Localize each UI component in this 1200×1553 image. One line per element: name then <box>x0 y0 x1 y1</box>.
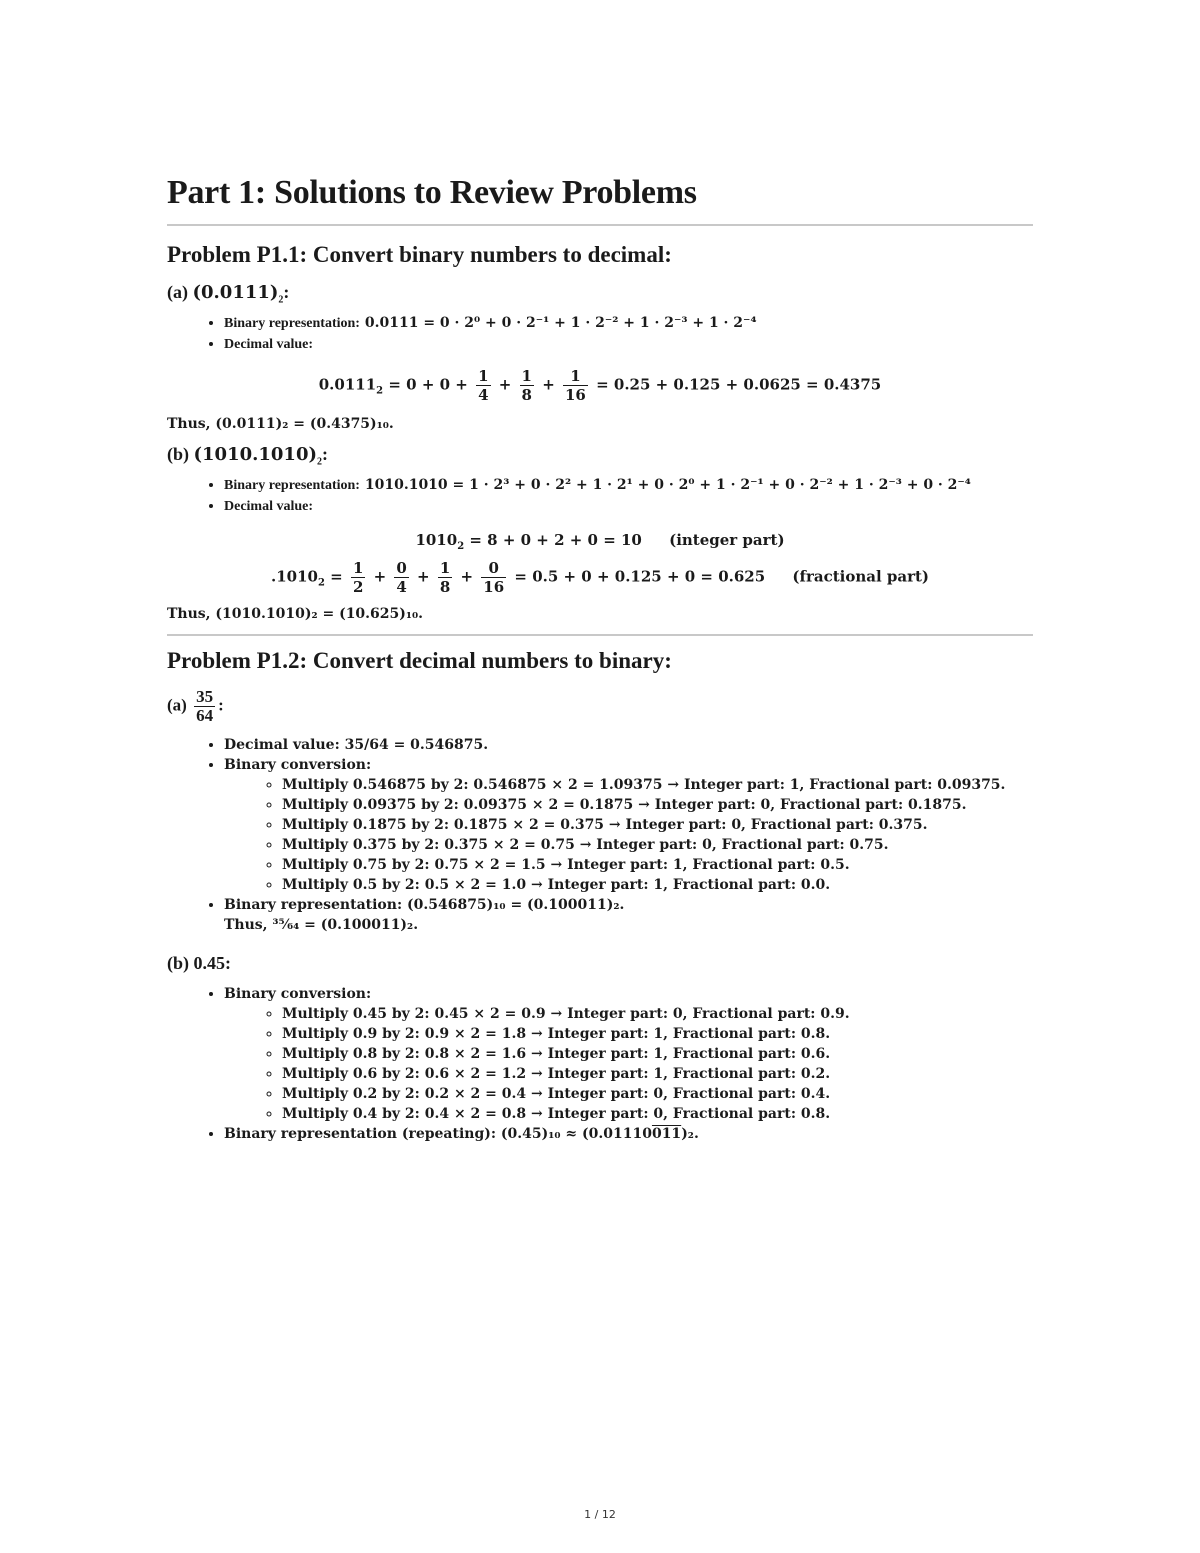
item-label: Binary conversion: <box>224 757 372 773</box>
list-item <box>224 496 1033 517</box>
sub-list <box>224 775 1033 895</box>
math-term: 0.0111 <box>318 375 377 394</box>
fraction: $\frac{0}{16}$ <box>483 559 505 596</box>
list-item: • Decimal value: 35/64 = 0.546875. <box>224 735 1033 755</box>
math-expression: 0.0111 = 0 · 2⁰ + 0 · 2⁻¹ + 1 · 2⁻² + 1 · 2⁻³ + 1 · 2⁻⁴ <box>364 315 757 331</box>
display-equation: $.1010_2$ = $\frac{1}{2}$ + $\frac{0}{4}$ + $\frac{1}{8}$ + $\frac{0}{16}$ = 0.5 + 0 + 0.125 + 0 = 0.625 (fractional part) <box>270 559 930 596</box>
list-item <box>224 984 1033 1124</box>
item-text: Thus, ³⁵⁄₆₄ = (0.100011)₂. <box>224 917 419 933</box>
math-term: .1010 <box>270 567 318 586</box>
step-item: ◦ Multiply 0.75 by 2: 0.75 × 2 = 1.5 → Integer part: 1, Fractional part: 0.5. <box>282 855 1033 875</box>
item-text: Binary representation (repeating): (0.45)₁₀ ≈ (0.01110 <box>224 1126 652 1142</box>
bullet-list <box>167 984 1033 1144</box>
list-item <box>224 475 1033 496</box>
math-subscript: 2 <box>376 385 384 397</box>
step-item: ◦ Multiply 0.8 by 2: 0.8 × 2 = 1.6 → Integer part: 1, Fractional part: 0.6. <box>282 1044 1033 1064</box>
math-term: = 8 + 0 + 2 + 0 = 10 <box>469 531 642 549</box>
step-item: ◦ Multiply 0.546875 by 2: 0.546875 × 2 = 1.09375 → Integer part: 1, Fractional part: 0.09375. <box>282 775 1033 795</box>
fraction: $\frac{35}{64}$ <box>196 687 214 725</box>
fraction: $\frac{1}{16}$ <box>564 367 586 404</box>
math-term: = 0.25 + 0.125 + 0.0625 = 0.4375 <box>596 375 882 394</box>
list-item <box>224 755 1033 895</box>
item-label: Binary representation: <box>224 316 360 331</box>
item-text: Binary representation: (0.546875)₁₀ = (0.100011)₂. <box>224 897 625 913</box>
subproblem-number: (1010.1010) <box>193 444 317 465</box>
list-item <box>224 334 1033 355</box>
problem-heading: Problem P1.1: Convert binary numbers to decimal: <box>167 242 672 267</box>
step-item: ◦ Multiply 0.5 by 2: 0.5 × 2 = 1.0 → Integer part: 1, Fractional part: 0.0. <box>282 875 1033 895</box>
fraction: $\frac{0}{4}$ <box>396 559 407 596</box>
list-item <box>224 895 1033 935</box>
step-item: ◦ Multiply 0.6 by 2: 0.6 × 2 = 1.2 → Integer part: 1, Fractional part: 0.2. <box>282 1064 1033 1084</box>
conclusion-text: Thus, (0.0111)₂ = (0.4375)₁₀. <box>167 416 394 432</box>
item-label: Binary conversion: <box>224 986 372 1002</box>
item-text: )₂. <box>681 1126 699 1142</box>
base-subscript: 2 <box>317 456 322 468</box>
math-note: (fractional part) <box>792 567 930 586</box>
step-item: ◦ Multiply 0.375 by 2: 0.375 × 2 = 0.75 → Integer part: 0, Fractional part: 0.75. <box>282 835 1033 855</box>
subproblem-number: (0.0111) <box>192 282 279 303</box>
bullet-list <box>167 475 1033 517</box>
fraction: $\frac{1}{4}$ <box>478 367 489 404</box>
repeating-digits: 011 <box>651 1126 682 1142</box>
step-item: ◦ Multiply 0.4 by 2: 0.4 × 2 = 0.8 → Integer part: 0, Fractional part: 0.8. <box>282 1104 1033 1124</box>
page-number: 1 / 12 <box>584 1508 616 1521</box>
math-term: = 0 + 0 + <box>388 375 468 394</box>
subproblem-heading: (b) 0.45: <box>167 953 231 973</box>
subproblem-heading: (b) $(1010.1010)_2$: <box>167 444 328 468</box>
subproblem-label: (a) <box>167 282 188 302</box>
step-item: ◦ Multiply 0.1875 by 2: 0.1875 × 2 = 0.375 → Integer part: 0, Fractional part: 0.375. <box>282 815 1033 835</box>
problem-heading: Problem P1.2: Convert decimal numbers to binary: <box>167 648 672 673</box>
step-item: ◦ Multiply 0.2 by 2: 0.2 × 2 = 0.4 → Integer part: 0, Fractional part: 0.4. <box>282 1084 1033 1104</box>
step-item: ◦ Multiply 0.9 by 2: 0.9 × 2 = 1.8 → Integer part: 1, Fractional part: 0.8. <box>282 1024 1033 1044</box>
step-item: ◦ Multiply 0.09375 by 2: 0.09375 × 2 = 0.1875 → Integer part: 0, Fractional part: 0.1875. <box>282 795 1033 815</box>
subproblem-heading: (a) $(0.0111)_2$: <box>167 282 290 306</box>
list-item <box>224 1124 1033 1144</box>
conclusion-text: Thus, (1010.1010)₂ = (10.625)₁₀. <box>167 606 424 622</box>
item-label: Binary representation: <box>224 478 360 493</box>
math-note: (integer part) <box>669 531 785 549</box>
fraction: $\frac{1}{2}$ <box>352 559 364 596</box>
subproblem-label: (b) <box>167 444 189 464</box>
fraction: $\frac{1}{8}$ <box>439 559 451 596</box>
item-label: Decimal value: <box>224 337 314 352</box>
step-item: ◦ Multiply 0.45 by 2: 0.45 × 2 = 0.9 → Integer part: 0, Fractional part: 0.9. <box>282 1004 1033 1024</box>
math-expression: 1010.1010 = 1 · 2³ + 0 · 2² + 1 · 2¹ + 0 · 2⁰ + 1 · 2⁻¹ + 0 · 2⁻² + 1 · 2⁻³ + 0 · 2⁻⁴ <box>364 477 971 493</box>
list-item <box>224 313 1033 334</box>
base-subscript: 2 <box>278 294 284 306</box>
math-term: = 0.5 + 0 + 0.125 + 0 = 0.625 <box>514 567 766 586</box>
sub-list <box>224 1004 1033 1124</box>
display-equation <box>167 527 1033 553</box>
display-equation: $0.0111_2 = 0 + 0$ + $\frac{1}{4}$ + $\frac{1}{8}$ + $\frac{1}{16}$ = 0.25 + 0.125 + 0.0625 = 0.4375 <box>318 367 882 404</box>
math-subscript: 2 <box>317 577 325 589</box>
page-title: Part 1: Solutions to Review Problems <box>167 174 697 211</box>
subproblem-heading: (a) $\frac{35}{64}$ : <box>167 687 224 725</box>
divider <box>167 224 1033 226</box>
item-label: Decimal value: <box>224 499 314 514</box>
bullet-list <box>167 735 1033 935</box>
math-term: 1010 <box>415 531 458 549</box>
subproblem-label: (a) <box>167 695 187 715</box>
divider <box>167 634 1033 636</box>
fraction: $\frac{1}{8}$ <box>521 367 532 404</box>
document-page <box>167 160 1033 1150</box>
bullet-list <box>167 313 1033 355</box>
math-subscript: 2 <box>457 541 465 552</box>
